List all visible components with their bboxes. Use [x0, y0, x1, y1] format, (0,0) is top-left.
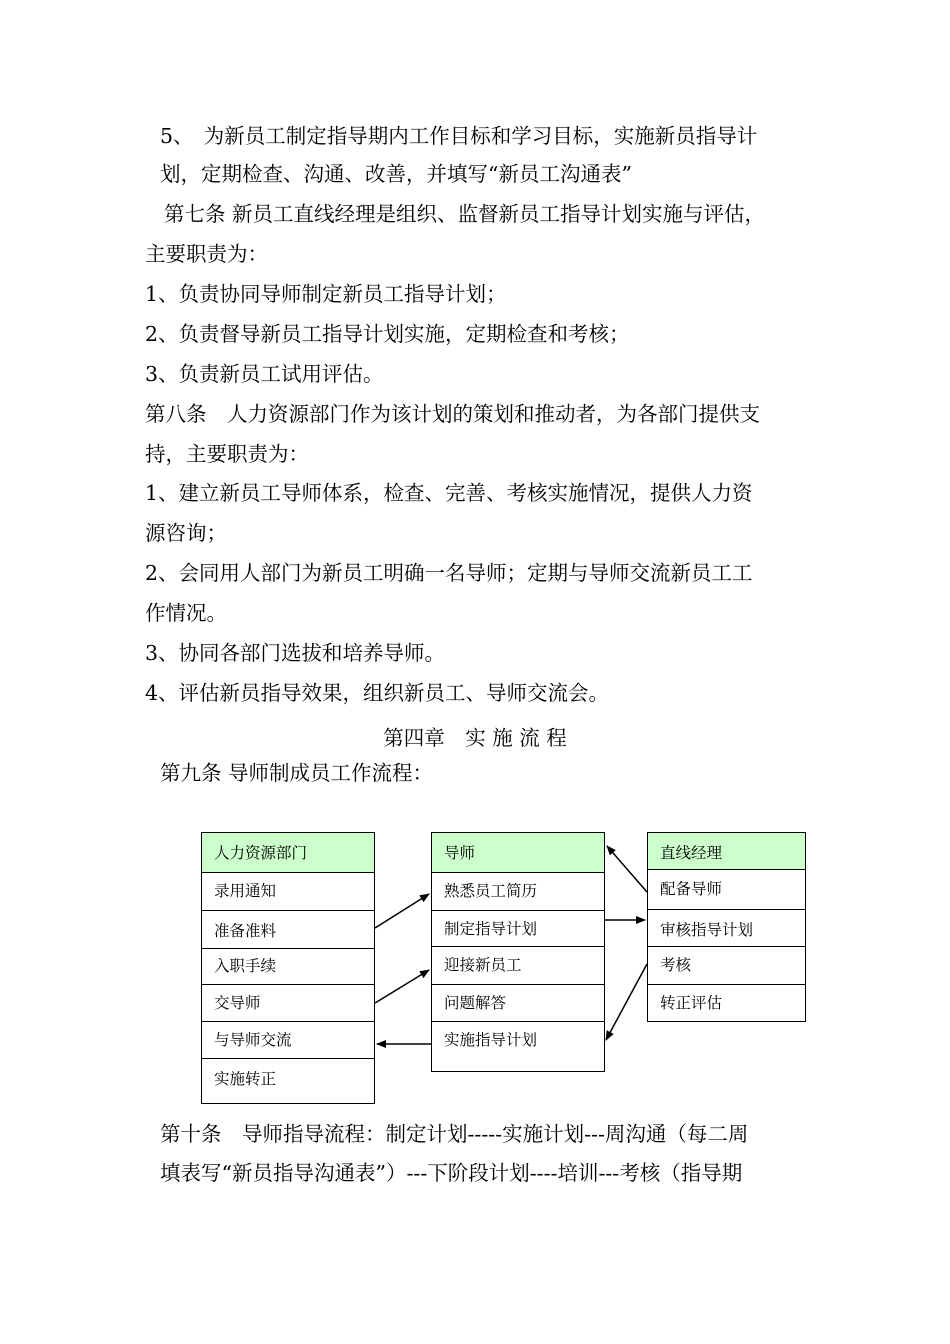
hr-item-mentor-exchange: 与导师交流 [202, 1022, 374, 1059]
arrow-hr-to-mentor-2 [375, 970, 429, 1003]
article-10-line-2: 填表写“新员指导沟通表”）---下阶段计划----培训---考核（指导期 [160, 1161, 743, 1185]
para-2: 划，定期检查、沟通、改善，并填写“新员工沟通表” [160, 162, 632, 186]
para-4: 主要职责为： [145, 242, 268, 266]
article-10-line-1: 第十条 导师指导流程：制定计划-----实施计划---周沟通（每二周 [160, 1122, 749, 1146]
manager-column [647, 832, 806, 1022]
para-7: 3、负责新员工试用评估。 [145, 362, 384, 386]
para-6: 2、负责督导新员工指导计划实施，定期检查和考核； [145, 322, 630, 346]
manager-header: 直线经理 [648, 833, 805, 870]
para-12: 2、会同用人部门为新员工明确一名导师；定期与导师交流新员工工 [145, 561, 753, 585]
manager-item-review: 审核指导计划 [648, 910, 805, 947]
mentor-column [431, 832, 605, 1072]
hr-item-onboarding: 入职手续 [202, 949, 374, 985]
mentor-item-qa: 问题解答 [432, 985, 604, 1022]
para-10: 1、建立新员工导师体系，检查、完善、考核实施情况，提供人力资 [145, 481, 753, 505]
hr-item-assign-mentor: 交导师 [202, 985, 374, 1022]
arrow-manager-to-mentor-execute [606, 964, 647, 1040]
manager-item-assign: 配备导师 [648, 870, 805, 910]
chapter-title: 第四章 实 施 流 程 [383, 726, 567, 750]
article-9: 第九条 导师制成员工作流程： [160, 761, 434, 785]
para-1: 5、 为新员工制定指导期内工作目标和学习目标，实施新员指导计 [160, 124, 758, 148]
mentor-item-welcome: 迎接新员工 [432, 947, 604, 985]
mentor-item-plan: 制定指导计划 [432, 911, 604, 947]
arrow-manager-to-mentor-header [607, 846, 647, 892]
article-8: 第八条 人力资源部门作为该计划的策划和推动者，为各部门提供支 [145, 402, 760, 426]
mentor-header: 导师 [432, 833, 604, 873]
para-14: 3、协同各部门选拔和培养导师。 [145, 641, 446, 665]
para-11: 源咨询； [145, 521, 227, 545]
para-15: 4、评估新员指导效果，组织新员工、导师交流会。 [145, 681, 610, 705]
hr-item-prepare: 准备准料 [202, 911, 374, 949]
hr-header: 人力资源部门 [202, 833, 374, 873]
manager-item-assess: 考核 [648, 947, 805, 985]
hr-column [201, 832, 375, 1104]
article-7: 第七条 新员工直线经理是组织、监督新员工指导计划实施与评估， [164, 202, 766, 226]
arrow-hr-to-mentor-1 [375, 894, 429, 928]
para-5: 1、负责协同导师制定新员工指导计划； [145, 282, 507, 306]
para-13: 作情况。 [145, 601, 227, 625]
hr-item-regularization: 实施转正 [214, 1070, 277, 1088]
mentor-item-resume: 熟悉员工简历 [432, 873, 604, 911]
para-9: 持，主要职责为： [145, 442, 309, 466]
manager-item-evaluate: 转正评估 [660, 994, 723, 1012]
hr-item-offer: 录用通知 [202, 873, 374, 911]
mentor-item-execute: 实施指导计划 [444, 1031, 538, 1049]
